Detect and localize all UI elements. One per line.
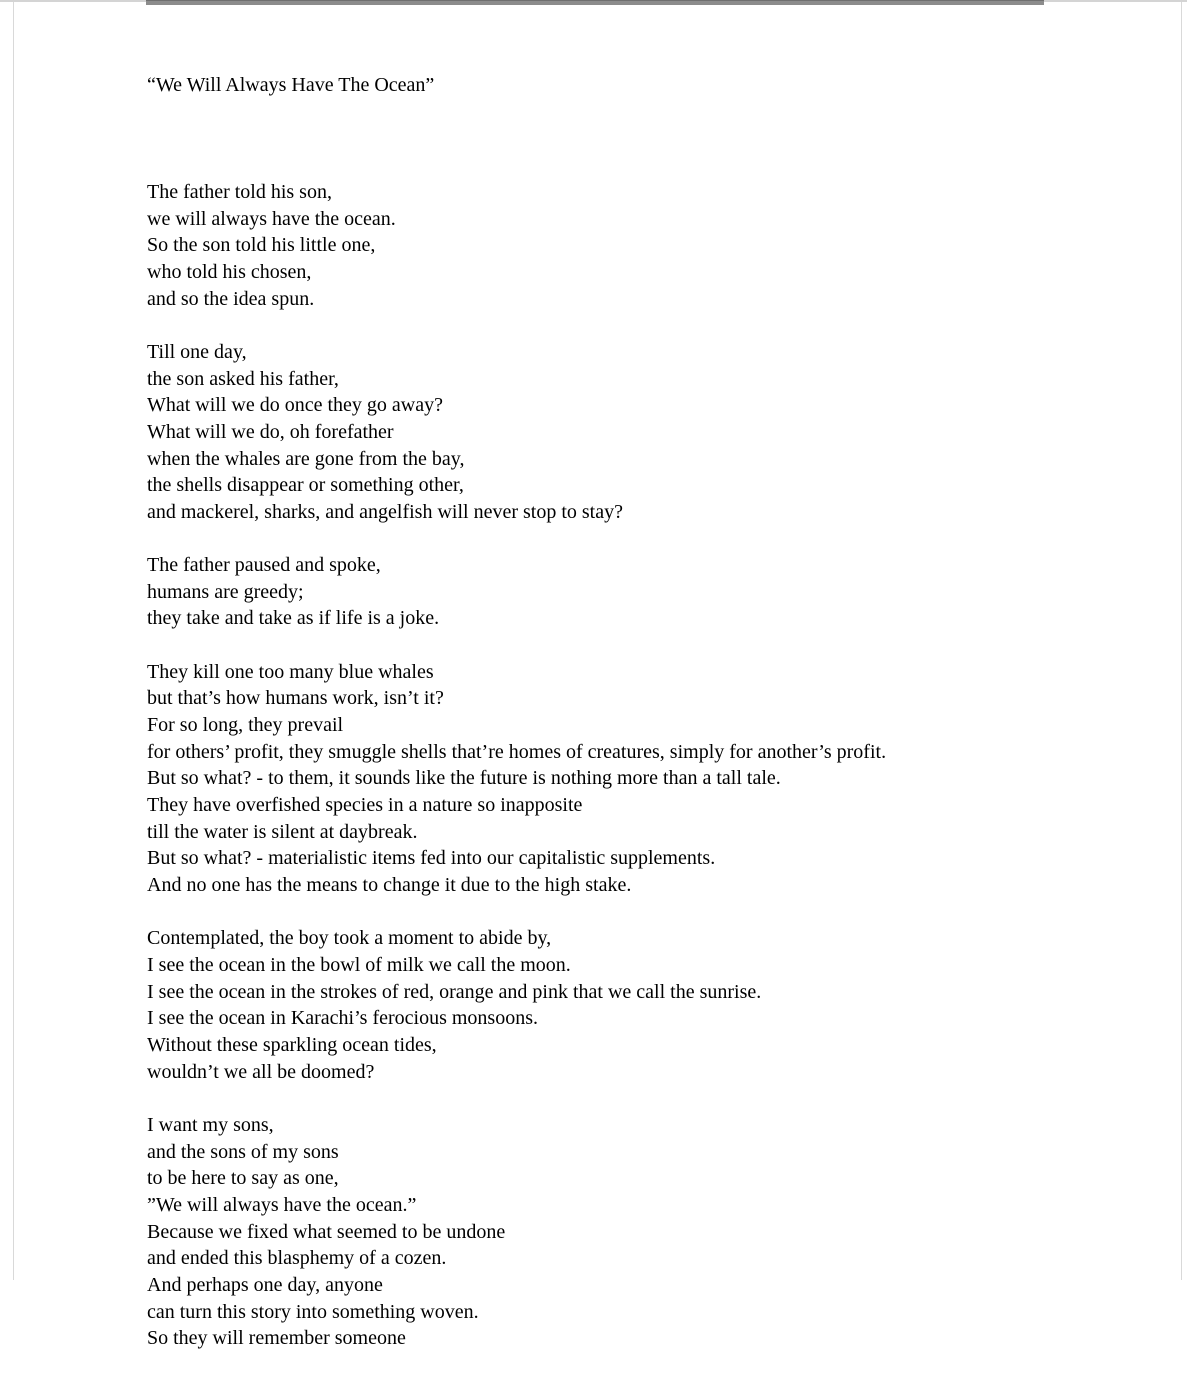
poem-line: and so the idea spun. <box>147 287 315 310</box>
poem-stanza <box>147 1112 1047 1352</box>
poem-line: who told his chosen, <box>147 260 312 283</box>
poem-line: They kill one too many blue whales <box>147 660 434 683</box>
poem-line: wouldn’t we all be doomed? <box>147 1060 375 1083</box>
poem-line: What will we do once they go away? <box>147 394 444 417</box>
poem-line: Till one day, <box>147 340 247 363</box>
poem-line: I want my sons, <box>147 1113 274 1136</box>
poem-line: And perhaps one day, anyone <box>147 1273 383 1296</box>
poem-line: to be here to say as one, <box>147 1167 339 1190</box>
page-border-left <box>13 2 14 1280</box>
poem-stanza <box>147 659 1047 899</box>
poem-line: They have overfished species in a nature so inapposite <box>147 794 583 817</box>
poem-line: Contemplated, the boy took a moment to abide by, <box>147 927 552 950</box>
poem-line: So the son told his little one, <box>147 234 376 257</box>
poem-line: ”We will always have the ocean.” <box>147 1193 417 1216</box>
page-border-right <box>1181 2 1182 1280</box>
poem-line: For so long, they prevail <box>147 714 344 737</box>
poem-stanza <box>147 339 1047 526</box>
poem-line: can turn this story into something woven. <box>147 1300 479 1323</box>
poem-line: we will always have the ocean. <box>147 207 396 230</box>
poem-line: Without these sparkling ocean tides, <box>147 1033 437 1056</box>
poem-line: the shells disappear or something other, <box>147 474 464 497</box>
poem-line: What will we do, oh forefather <box>147 420 394 443</box>
poem-line: I see the ocean in Karachi’s ferocious monsoons. <box>147 1007 538 1030</box>
poem-title: “We Will Always Have The Ocean” <box>147 74 435 97</box>
poem-line: but that’s how humans work, isn’t it? <box>147 687 444 710</box>
poem-stanza <box>147 552 1047 632</box>
poem-line: and ended this blasphemy of a cozen. <box>147 1247 447 1270</box>
poem-line: And no one has the means to change it due to the high stake. <box>147 874 632 896</box>
poem-line: they take and take as if life is a joke. <box>147 607 440 630</box>
horizontal-scrollbar-thumb[interactable] <box>146 0 1044 5</box>
poem-line: So they will remember someone <box>147 1327 406 1350</box>
poem-line: and the sons of my sons <box>147 1140 339 1163</box>
poem-line: the son asked his father, <box>147 367 339 390</box>
poem-line: I see the ocean in the bowl of milk we call the moon. <box>147 953 571 976</box>
poem-line: But so what? - to them, it sounds like the future is nothing more than a tall tale. <box>147 767 781 790</box>
poem-line: humans are greedy; <box>147 580 304 603</box>
poem-line: The father paused and spoke, <box>147 554 381 577</box>
document-text-area[interactable] <box>147 19 1047 1378</box>
poem-line: till the water is silent at daybreak. <box>147 820 418 843</box>
poem-line: The father told his son, <box>147 180 332 203</box>
poem-line: and mackerel, sharks, and angelfish will never stop to stay? <box>147 500 623 523</box>
poem-line: Because we fixed what seemed to be undone <box>147 1220 506 1243</box>
poem-line: I see the ocean in the strokes of red, orange and pink that we call the sunrise. <box>147 980 762 1003</box>
poem-line: for others’ profit, they smuggle shells that’re homes of creatures, simply for another’s profit. <box>147 740 887 763</box>
poem-stanzas <box>147 179 1047 1352</box>
poem-stanza <box>147 925 1047 1085</box>
poem-line: But so what? - materialistic items fed into our capitalistic supplements. <box>147 847 716 870</box>
poem-line: when the whales are gone from the bay, <box>147 447 465 470</box>
poem-stanza <box>147 179 1047 312</box>
